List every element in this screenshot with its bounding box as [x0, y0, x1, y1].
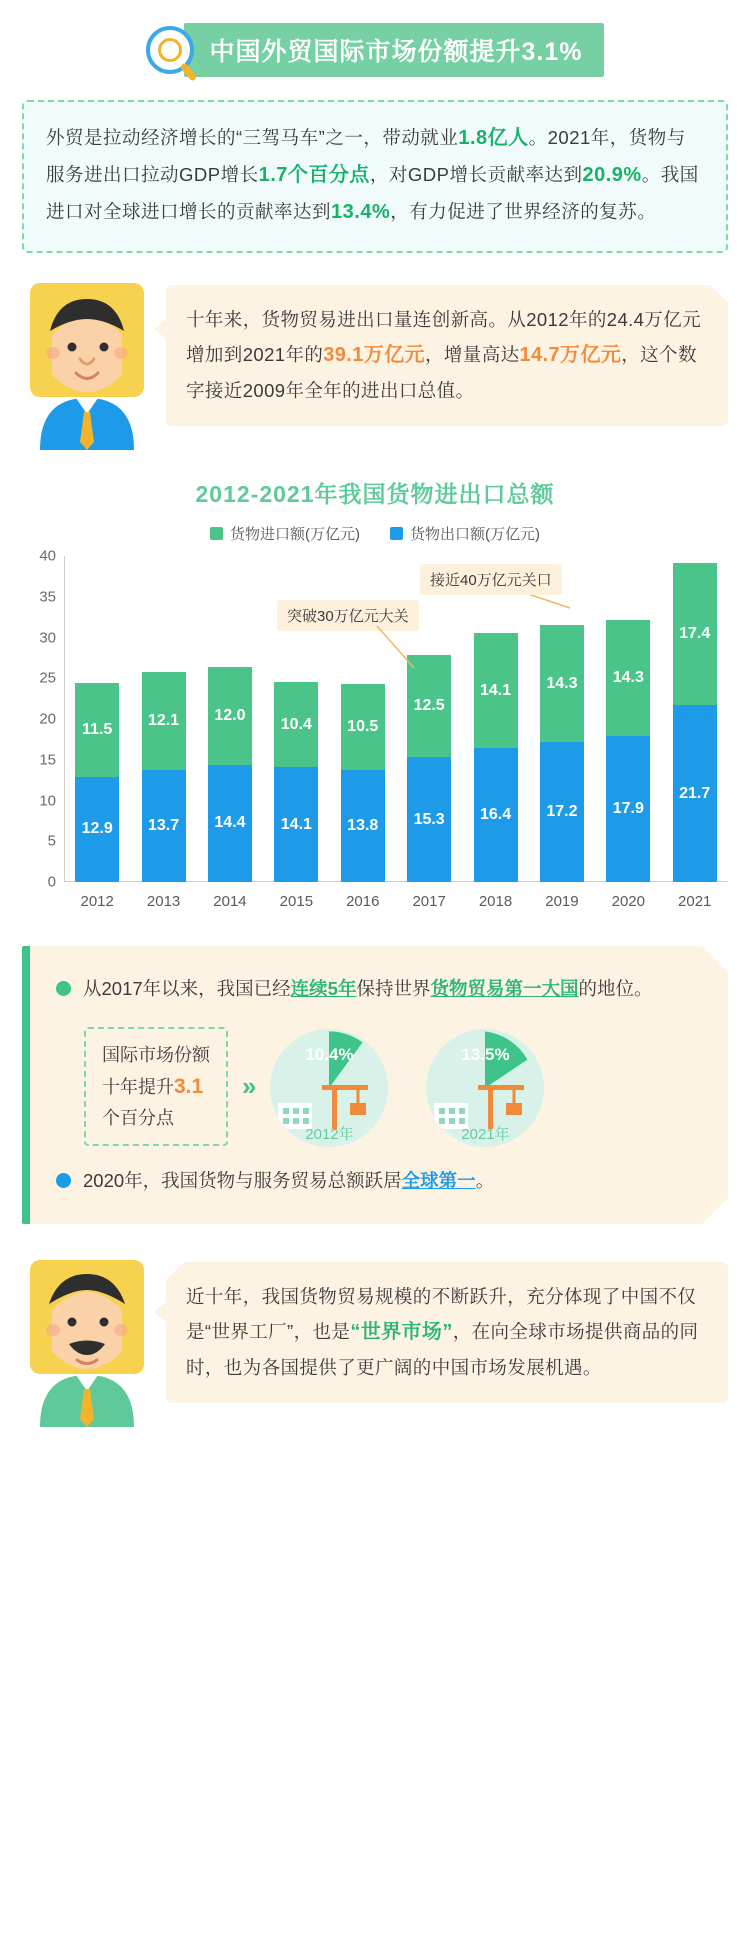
bullet-dot-icon-2 — [56, 1173, 71, 1188]
x-axis-tick: 2018 — [478, 892, 513, 910]
y-axis-tick: 0 — [47, 873, 56, 891]
speech-bubble-1 — [166, 285, 728, 426]
panel-bullet-2 — [56, 1164, 704, 1197]
bar-column — [142, 672, 186, 882]
bar-column — [341, 684, 385, 882]
bar-segment-import: 12.5 — [407, 655, 451, 757]
chart-annotation-30tn — [277, 600, 419, 631]
bar-column — [606, 620, 650, 882]
x-axis-tick: 2012 — [80, 892, 114, 910]
magnifier-icon — [146, 26, 194, 74]
bar-column — [75, 683, 119, 882]
bar-segment-export: 16.4 — [474, 748, 518, 882]
x-axis-tick: 2021 — [678, 892, 712, 910]
bar-segment-import: 10.4 — [274, 682, 318, 767]
magnifier-glass — [158, 38, 182, 62]
x-axis-tick: 2016 — [346, 892, 380, 910]
y-axis-tick: 40 — [39, 547, 56, 565]
speech-bubble-2 — [166, 1262, 728, 1403]
panel-highlight-global-first: 全球第一 — [401, 1170, 476, 1192]
chart-annotation-40tn — [420, 564, 562, 595]
market-share-row — [84, 1027, 704, 1146]
page-header — [0, 26, 750, 74]
share-box-value: 3.1 — [174, 1075, 204, 1099]
legend-label-export: 货物出口额(万亿元) — [410, 526, 540, 543]
bar-column — [540, 625, 584, 882]
bar-segment-export: 17.2 — [540, 742, 584, 882]
person-bubble-row-2 — [22, 1252, 728, 1427]
bar-segment-export: 13.7 — [142, 770, 186, 882]
intro-text-3: ，对GDP增长贡献率达到 — [369, 164, 583, 185]
chart-block — [0, 476, 750, 916]
intro-box — [22, 100, 728, 253]
bar-segment-import: 14.3 — [606, 620, 650, 737]
avatar-boy — [22, 275, 152, 450]
panel-corner-bottom — [702, 1198, 728, 1224]
intro-text-1: 外贸是拉动经济增长的“三驾马车”之一，带动就业 — [46, 127, 459, 148]
bar-segment-export: 21.7 — [673, 705, 717, 882]
share-box-line2-text: 十年提升 — [102, 1077, 174, 1098]
bar-segment-import: 17.4 — [673, 563, 717, 705]
legend-label-import: 货物进口额(万亿元) — [230, 526, 360, 543]
legend-swatch-export — [390, 527, 403, 540]
bar-column — [673, 563, 717, 882]
x-axis-labels — [64, 886, 728, 916]
intro-text-4: 。我国进口对全球进口增长的贡献率达到 — [46, 164, 699, 222]
chart-plot — [22, 547, 728, 916]
x-axis-tick: 2014 — [213, 892, 247, 910]
bar-segment-import: 14.3 — [540, 625, 584, 742]
header-bar — [146, 26, 605, 74]
intro-stat-contribution: 20.9% — [582, 164, 642, 186]
panel-highlight-first: 货物贸易第一大国 — [430, 978, 579, 999]
intro-stat-gdp-points: 1.7个百分点 — [258, 164, 370, 186]
pie-group — [264, 1029, 550, 1144]
bar-segment-import: 11.5 — [75, 683, 119, 777]
y-axis-tick: 15 — [39, 751, 56, 769]
bar-segment-export: 13.8 — [341, 770, 385, 882]
bar-segment-import: 12.1 — [142, 672, 186, 771]
panel-text-4: 2020年，我国货物与服务贸易总额跃居 — [83, 1170, 402, 1192]
y-axis-tick: 30 — [39, 629, 56, 646]
chart-legend — [0, 523, 750, 544]
bar-segment-export: 15.3 — [407, 757, 451, 882]
y-axis-tick: 25 — [39, 669, 56, 687]
legend-item-import — [210, 523, 360, 544]
panel-text-3: 的地位。 — [578, 978, 653, 999]
y-axis-tick: 10 — [39, 792, 56, 809]
annotation-text-2: 接近40万亿元关口 — [430, 572, 552, 589]
legend-swatch-import — [210, 527, 223, 540]
panel-text-1: 从2017年以来，我国已经 — [83, 978, 291, 999]
bubble1-text-3: ，这个数字接近2009年全年的进出口总值。 — [186, 344, 697, 402]
share-box-line3: 个百分点 — [102, 1107, 174, 1128]
panel-bullet-1-text — [83, 972, 653, 1005]
bubble1-stat-2021: 39.1万亿元 — [323, 344, 425, 367]
chart-title: 2012-2021年我国货物进出口总额 — [195, 481, 555, 507]
x-axis-tick: 2020 — [611, 892, 645, 910]
intro-text-2: 。2021年，货物与服务进出口拉动GDP增长 — [46, 127, 686, 185]
market-share-box — [84, 1027, 228, 1146]
bar-segment-export: 14.4 — [208, 765, 252, 882]
pie-year-2012: 2012年 — [305, 1126, 354, 1144]
person-bubble-row-1 — [22, 275, 728, 450]
panel-corner-top — [702, 946, 728, 972]
arrow-icon — [242, 1071, 250, 1102]
bar-column — [274, 682, 318, 882]
avatar-boy-svg — [22, 275, 152, 450]
share-box-line2 — [102, 1070, 210, 1104]
bar-segment-export: 12.9 — [75, 777, 119, 882]
arrow-glyph: » — [242, 1071, 251, 1102]
bar-segment-import: 14.1 — [474, 633, 518, 748]
bubble-corner — [710, 285, 728, 303]
y-axis-tick: 5 — [47, 832, 56, 850]
bullet-dot-icon — [56, 981, 71, 996]
x-axis-tick: 2017 — [412, 892, 446, 910]
bar-segment-export: 14.1 — [274, 767, 318, 882]
x-axis-tick: 2019 — [545, 892, 579, 910]
x-axis-tick: 2013 — [146, 892, 181, 910]
bubble1-stat-increase: 14.7万亿元 — [519, 344, 622, 367]
annotation-text-1: 突破30万亿元大关 — [287, 608, 409, 625]
panel-highlight-5years: 连续5年 — [290, 978, 357, 999]
pie-unit-2012 — [264, 1029, 394, 1144]
bar-segment-import: 10.5 — [341, 684, 385, 770]
bubble2-highlight-world-market: “世界市场” — [350, 1321, 453, 1343]
bubble1-text-2: ，增量高达 — [425, 344, 520, 366]
panel-bullet-1 — [56, 972, 704, 1005]
bar-column — [407, 655, 451, 882]
bubble1-text-1: 十年来，货物贸易进出口量连创新高。从2012年的24.4万亿元增加到2021年的 — [186, 309, 702, 366]
y-axis-tick: 35 — [39, 588, 56, 606]
page-title: 中国外贸国际市场份额提升3.1% — [184, 23, 605, 77]
intro-stat-employment: 1.8亿人 — [458, 127, 529, 149]
panel-bullet-2-text — [83, 1164, 494, 1197]
bar-segment-import: 12.0 — [208, 667, 252, 765]
y-axis — [22, 547, 64, 891]
bubble2-text-1: 近十年，我国货物贸易规模的不断跃升，充分体现了中国不仅是“世界工厂”，也是 — [186, 1285, 697, 1342]
pie-year-2021: 2021年 — [461, 1126, 510, 1144]
pie-label-2012: 10.4% — [305, 1045, 354, 1065]
bar-column — [474, 633, 518, 882]
pie-label-2021: 13.5% — [461, 1045, 510, 1065]
panel-text-5: 。 — [475, 1170, 495, 1192]
x-axis-tick: 2015 — [279, 892, 314, 910]
pie-unit-2021 — [420, 1029, 550, 1144]
bubble2-text-2: ，在向全球市场提供商品的同时，也为各国提供了更广阔的中国市场发展机遇。 — [186, 1321, 699, 1378]
legend-item-export — [390, 523, 540, 544]
avatar-man — [22, 1252, 152, 1427]
avatar-man-svg — [22, 1252, 152, 1427]
panel-text-2: 保持世界 — [356, 978, 431, 999]
bar-segment-export: 17.9 — [606, 736, 650, 882]
y-axis-tick: 20 — [39, 710, 56, 728]
intro-text-5: ，有力促进了世界经济的复苏。 — [390, 201, 657, 222]
share-box-line1: 国际市场份额 — [102, 1045, 210, 1066]
bubble2-corner — [166, 1262, 184, 1280]
highlight-panel — [22, 946, 728, 1224]
bar-column — [208, 667, 252, 882]
intro-stat-import-contribution: 13.4% — [331, 201, 391, 223]
